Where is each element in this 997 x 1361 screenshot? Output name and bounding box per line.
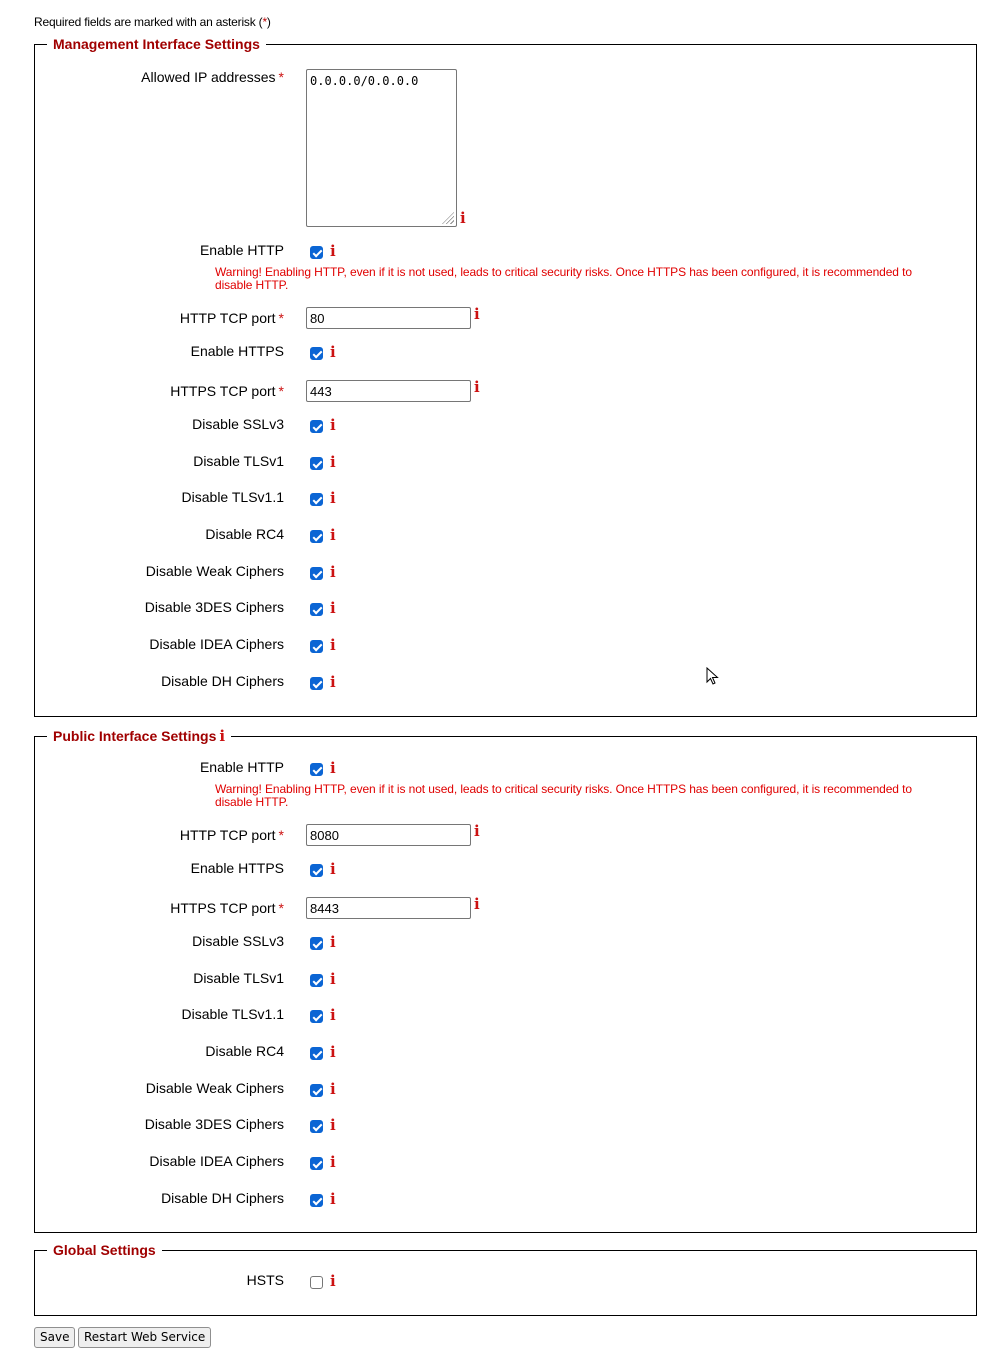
disable-tlsv11-checkbox[interactable] — [310, 493, 323, 506]
mgmt-option-row — [35, 453, 976, 477]
mgmt-option-row — [35, 416, 976, 440]
required-asterisk: * — [278, 69, 284, 85]
option-label: Disable IDEA Ciphers — [149, 1153, 284, 1169]
info-icon[interactable]: i — [330, 1043, 336, 1061]
disable-3des-ciphers-checkbox[interactable] — [310, 603, 323, 616]
required-asterisk: * — [278, 383, 284, 399]
public-option-row — [35, 1080, 976, 1104]
hsts-checkbox[interactable] — [310, 1276, 323, 1289]
http-port-input[interactable]: 80 — [306, 307, 471, 329]
enable-http-checkbox[interactable] — [310, 246, 323, 259]
info-icon[interactable]: i — [330, 1272, 336, 1290]
info-icon[interactable]: i — [474, 895, 480, 913]
option-label: Disable Weak Ciphers — [145, 563, 284, 579]
option-label: Disable 3DES Ciphers — [144, 1116, 284, 1132]
mouse-cursor-icon — [706, 667, 720, 687]
info-icon[interactable]: i — [330, 933, 336, 951]
info-icon[interactable]: i — [330, 1190, 336, 1208]
https-port-label: HTTPS TCP port * — [170, 383, 284, 399]
disable-rc4-checkbox[interactable] — [310, 1047, 323, 1060]
https-port-input[interactable]: 443 — [306, 380, 471, 402]
info-icon[interactable]: i — [330, 673, 336, 691]
info-icon[interactable]: i — [330, 242, 336, 260]
option-label: Disable 3DES Ciphers — [144, 599, 284, 615]
disable-dh-ciphers-checkbox[interactable] — [310, 1194, 323, 1207]
mgmt-option-row — [35, 526, 976, 550]
info-icon[interactable]: i — [330, 453, 336, 471]
https-port-input[interactable]: 8443 — [306, 897, 471, 919]
allowed-ip-row — [35, 69, 976, 229]
mgmt-http-port-row — [35, 307, 976, 331]
https-port-label: HTTPS TCP port * — [170, 900, 284, 916]
public-option-row — [35, 1153, 976, 1177]
restart-web-service-button[interactable]: Restart Web Service — [78, 1327, 211, 1348]
disable-weak-ciphers-checkbox[interactable] — [310, 1084, 323, 1097]
mgmt-enable-http-row — [35, 242, 976, 266]
option-label: Disable IDEA Ciphers — [149, 636, 284, 652]
enable-http-label: Enable HTTP — [199, 242, 284, 258]
disable-sslv3-checkbox[interactable] — [310, 420, 323, 433]
enable-http-checkbox[interactable] — [310, 763, 323, 776]
http-warning: Warning! Enabling HTTP, even if it is not used, leads to critical security risks. Once HTTPS has been configured, it is recommended to disable HTTP. — [215, 782, 912, 809]
disable-sslv3-checkbox[interactable] — [310, 937, 323, 950]
option-label: Disable TLSv1.1 — [181, 489, 284, 505]
public-option-row — [35, 1043, 976, 1067]
public-https-port-row — [35, 897, 976, 921]
enable-https-checkbox[interactable] — [310, 347, 323, 360]
required-asterisk: * — [278, 900, 284, 916]
note-text: Required fields are marked with an asterisk ( — [34, 15, 263, 29]
disable-3des-ciphers-checkbox[interactable] — [310, 1120, 323, 1133]
management-interface-settings — [34, 36, 977, 717]
public-enable-http-row — [35, 759, 976, 783]
info-icon[interactable]: i — [330, 860, 336, 878]
enable-https-label: Enable HTTPS — [190, 860, 284, 876]
info-icon[interactable]: i — [474, 822, 480, 840]
enable-https-label: Enable HTTPS — [190, 343, 284, 359]
disable-idea-ciphers-checkbox[interactable] — [310, 1157, 323, 1170]
note-close: ) — [266, 15, 271, 29]
http-port-label: HTTP TCP port * — [179, 827, 284, 843]
info-icon[interactable]: i — [330, 759, 336, 777]
public-option-row — [35, 1116, 976, 1140]
disable-dh-ciphers-checkbox[interactable] — [310, 677, 323, 690]
global-settings — [34, 1242, 977, 1316]
info-icon[interactable]: i — [330, 1153, 336, 1171]
option-label: Disable RC4 — [205, 526, 284, 542]
public-option-row — [35, 1190, 976, 1214]
option-label: Disable Weak Ciphers — [145, 1080, 284, 1096]
mgmt-option-row — [35, 673, 976, 697]
info-icon[interactable]: i — [330, 526, 336, 544]
info-icon[interactable]: i — [330, 636, 336, 654]
public-option-row — [35, 970, 976, 994]
asterisk: * — [262, 15, 267, 29]
public-interface-settings — [34, 727, 977, 1233]
public-http-port-row — [35, 824, 976, 848]
option-label: Disable DH Ciphers — [161, 673, 284, 689]
info-icon[interactable]: i — [330, 599, 336, 617]
option-label: Disable TLSv1.1 — [181, 1006, 284, 1022]
disable-tlsv1-checkbox[interactable] — [310, 457, 323, 470]
option-label: Disable SSLv3 — [192, 933, 284, 949]
info-icon[interactable]: i — [330, 416, 336, 434]
mgmt-option-row — [35, 489, 976, 513]
option-label: Disable SSLv3 — [192, 416, 284, 432]
disable-weak-ciphers-checkbox[interactable] — [310, 567, 323, 580]
mgmt-https-port-row — [35, 380, 976, 404]
http-warning: Warning! Enabling HTTP, even if it is not used, leads to critical security risks. Once HTTPS has been configured, it is recommended to disable HTTP. — [215, 265, 912, 292]
option-label: Disable TLSv1 — [193, 453, 284, 469]
resize-grip-icon[interactable] — [442, 212, 454, 224]
info-icon[interactable]: i — [330, 489, 336, 507]
option-label: Disable DH Ciphers — [161, 1190, 284, 1206]
required-asterisk: * — [278, 827, 284, 843]
info-icon[interactable]: i — [330, 563, 336, 581]
public-option-row — [35, 933, 976, 957]
mgmt-option-row — [35, 563, 976, 587]
disable-rc4-checkbox[interactable] — [310, 530, 323, 543]
disable-tlsv11-checkbox[interactable] — [310, 1010, 323, 1023]
allowed-ip-label: Allowed IP addresses * — [141, 69, 284, 85]
hsts-row — [35, 1272, 976, 1296]
info-icon[interactable]: i — [330, 1116, 336, 1134]
disable-idea-ciphers-checkbox[interactable] — [310, 640, 323, 653]
public-legend: Public Interface Settings i — [47, 728, 231, 744]
http-port-label: HTTP TCP port * — [179, 310, 284, 326]
public-option-row — [35, 1006, 976, 1030]
hsts-label: HSTS — [246, 1272, 284, 1288]
required-asterisk: * — [278, 310, 284, 326]
info-icon[interactable]: i — [330, 970, 336, 988]
info-icon[interactable]: i — [474, 378, 480, 396]
public-enable-https-row — [35, 860, 976, 884]
required-fields-note — [34, 15, 271, 29]
info-icon[interactable]: i — [219, 727, 226, 745]
mgmt-enable-https-row — [35, 343, 976, 367]
info-icon[interactable]: i — [474, 305, 480, 323]
http-port-input[interactable]: 8080 — [306, 824, 471, 846]
mgmt-option-row — [35, 636, 976, 660]
info-icon[interactable]: i — [330, 343, 336, 361]
option-label: Disable RC4 — [205, 1043, 284, 1059]
option-label: Disable TLSv1 — [193, 970, 284, 986]
management-legend: Management Interface Settings — [47, 36, 266, 52]
disable-tlsv1-checkbox[interactable] — [310, 974, 323, 987]
info-icon[interactable]: i — [460, 209, 466, 227]
info-icon[interactable]: i — [330, 1080, 336, 1098]
global-legend: Global Settings — [47, 1242, 162, 1258]
mgmt-option-row — [35, 599, 976, 623]
enable-https-checkbox[interactable] — [310, 864, 323, 877]
info-icon[interactable]: i — [330, 1006, 336, 1024]
allowed-ip-textarea[interactable]: 0.0.0.0/0.0.0.0 — [306, 69, 457, 227]
enable-http-label: Enable HTTP — [199, 759, 284, 775]
save-button[interactable]: Save — [34, 1327, 75, 1348]
